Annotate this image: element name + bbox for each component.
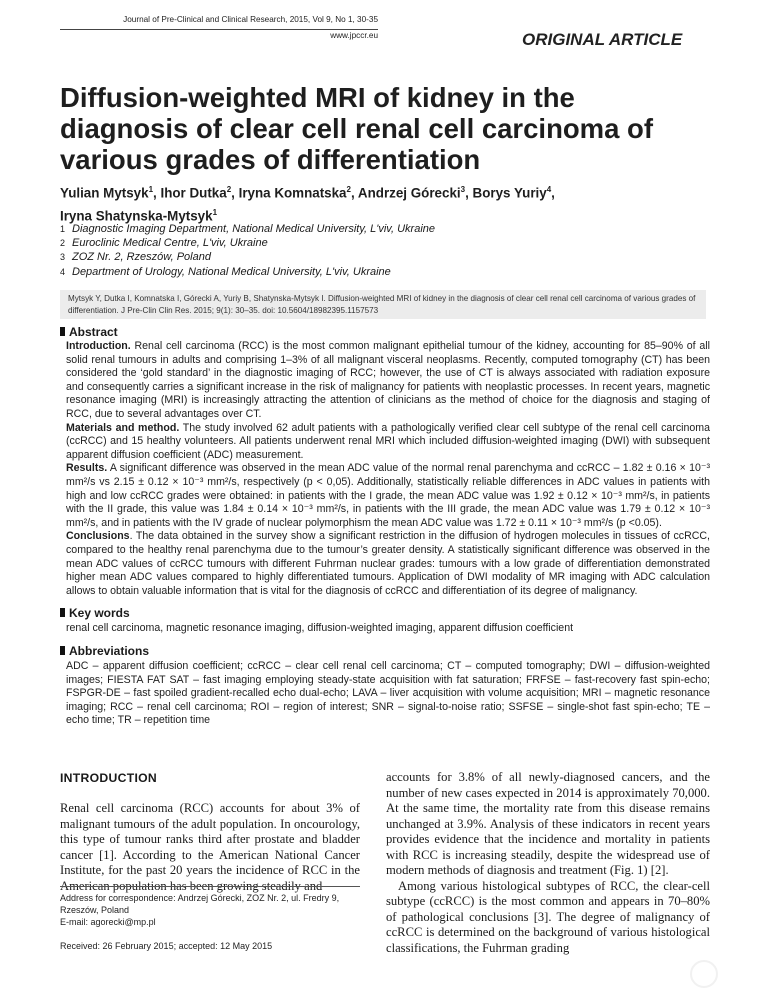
abstract-conclusions-text: . The data obtained in the survey show a significant restriction in the diffusion of hydrogen molecules in tissues of ccRCC, compared to the healthy renal parenchyma due to the tumour’s greater density. A statistically significant difference was observed in the mean ADC values of ccRCC tumours with different Fuhrman nuclear grades: tumours with a low grade of differentiation demonstrated higher mean ADC values compared to highly differentiated tumours. Application of DWI modality of MR imaging with ADC calculation allows to obtain valuable information that is vital for the diagnosis of ccRCC and differentiation of its degree of malignancy. (66, 530, 710, 597)
affiliation-text: ZOZ Nr. 2, Rzeszów, Poland (72, 251, 211, 264)
abstract-results-text: A significant difference was observed in the mean ADC value of the normal renal parenchyma and ccRCC – 1.82 ± 0.16 × 10⁻³ mm²/s vs 2.15 ± 0.12 × 10⁻³ mm²/s, respectively (p < 0,05). Additionally, statistically reliable differences in ADC values in patients with high and low ccRCC grades were obtained: in patients with the I grade, the mean ADC value was 1.92 ± 0.12 × 10⁻³ mm²/s, in patients with the II grade, this value was 1.84 ± 0.14 × 10⁻³ mm²/s, in patients with the III grade, the mean ADC value was 1.79 ± 0.12 × 10⁻³ mm²/s, and in patients with the IV grade of nuclear polymorphism the mean ADC value was 1.72 ± 0.11 × 10⁻³ mm²/s (p <0.05). (66, 462, 710, 529)
author-affil-sup: 3 (460, 185, 466, 194)
abstract-intro-text: Renal cell carcinoma (RCC) is the most common malignant epithelial tumour of the kidney, accounting for 85–90% of all solid renal tumours in adults and comprising 1–3% of all malignant visceral neoplasms. Recently, computed tomography (CT) has been considered the ‘gold standard’ in the diagnostic imaging of RCC; however, the use of CT is always associated with radiation exposure and consequently carries a significant increase in the risk of malignancy for patients with neoplastic processes. In recent years, magnetic resonance imaging (MRI) is increasingly attracting the attention of clinicians as the method of choice for the diagnosis and staging of RCC, due to several advantages over CT. (66, 340, 710, 420)
section-marker (60, 646, 65, 655)
introduction-right-text (386, 770, 710, 956)
author-name: Andrzej Górecki (357, 185, 461, 201)
affiliation-text: Diagnostic Imaging Department, National Medical University, L'viv, Ukraine (72, 223, 436, 235)
introduction-heading: INTRODUCTION (60, 771, 158, 785)
abstract-conclusions-label: Conclusions (66, 530, 130, 543)
watermark-seal-icon (690, 960, 718, 988)
author-list: Yulian Mytsyk$^1$, Ihor Dutka$^2$, Iryna Komnatska$^2$, Andrzej Górecki$^3$, Borys Yuriy$^4$, Iryna Shatynska-Mytsyk$^1$ (60, 185, 555, 224)
introduction-left-text: Renal cell carcinoma (RCC) accounts for about 3% of malignant tumours of the adult population. In oncourology, this type of tumour ranks third after prostate and bladder cancer [1]. According to the American National Cancer Institute, for the past 20 years the incidence of RCC in the American population has been growing steadily and (60, 801, 360, 893)
section-marker (60, 608, 65, 617)
correspondence-address: Address for correspondence: Andrzej Górecki, ZOZ Nr. 2, ul. Fredry 9, Rzeszów, Poland (60, 893, 340, 915)
author-affil-sup: 1 (212, 208, 218, 218)
abbreviations-heading: Abbreviations (60, 644, 149, 658)
citation-text: Mytsyk Y, Dutka I, Komnatska I, Górecki A, Yuriy B, Shatynska-Mytsyk I. Diffusion-weighted MRI of kidney in the diagnosis of clear cell renal cell carcinoma of various grades of differentiation. J Pre-Clin Clin Res. 2015; 9(1): 30–35. doi: 10.5604/18982395.1157573 (68, 294, 696, 315)
article-type-label: ORIGINAL ARTICLE (522, 30, 683, 49)
affiliation-number: 2 (60, 238, 66, 249)
received-dates: Received: 26 February 2015; accepted: 12 May 2015 (60, 941, 273, 951)
affiliation-item (60, 236, 720, 250)
affiliation-number: 1 (60, 224, 66, 234)
affiliation-text: Department of Urology, National Medical University, L'viv, Ukraine (72, 265, 391, 278)
abstract-results-label: Results. (66, 462, 108, 475)
author-name: Yulian Mytsyk (60, 185, 149, 201)
affiliation-item (60, 222, 720, 236)
journal-url[interactable]: www.jpccr.eu (330, 31, 378, 40)
correspondence-email[interactable]: E-mail: agorecki@mp.pl (60, 917, 156, 927)
section-marker (60, 327, 65, 336)
affiliation-number: 3 (60, 252, 66, 263)
author-name: Borys Yuriy (472, 185, 547, 201)
paper-title: Diffusion-weighted MRI of kidney in the diagnosis of clear cell renal cell carcinoma of various grades of differentiation (60, 82, 654, 175)
affiliation-text: Euroclinic Medical Centre, L'viv, Ukraine (72, 237, 268, 250)
author-name: Iryna Shatynska-Mytsyk (60, 208, 213, 224)
correspondence-footnote (60, 892, 360, 928)
abstract-body (66, 340, 710, 598)
affiliation-item (60, 265, 720, 279)
affiliation-number: 4 (60, 266, 66, 277)
affiliation-list (60, 222, 720, 279)
introduction-paragraph: Among various histological subtypes of RCC, the clear-cell subtype (ccRCC) is the most common and appears in 70–80% of pathological conclusions [3]. The degree of malignancy of ccRCC is determined on the background of various histological classifications, the Fuhrman grading (386, 878, 710, 955)
footnote-rule (60, 886, 360, 887)
author-affil-sup: 2 (226, 185, 232, 194)
abstract-methods-label: Materials and method. (66, 421, 180, 434)
journal-citation-header: Journal of Pre-Clinical and Clinical Research, 2015, Vol 9, No 1, 30-35 (123, 15, 378, 24)
abstract-heading: Abstract (60, 325, 118, 339)
affiliation-item (60, 250, 720, 264)
abbreviations-text: ADC – apparent diffusion coefficient; ccRCC – clear cell renal cell carcinoma; CT – computed tomography; DWI – diffusion-weighted images; FIESTA FAT SAT – fast imaging employing steady-state acquisition with fat saturation; FRFSE – fast-recovery fast spin-echo; FSPGR-DE – fast spoiled gradient-recalled echo dual-echo; LAVA – liver acquisition with volume acquisition; MRI – magnetic resonance imaging; RCC – renal cell carcinoma; ROI – region of interest; SNR – signal-to-noise ratio; SSFSE – single-shot fast spin-echo; TE – echo time; TR – repetition time (66, 660, 710, 727)
author-affil-sup: 1 (148, 185, 154, 194)
abstract-intro-label: Introduction. (66, 340, 131, 352)
author-affil-sup: 4 (546, 185, 552, 194)
keywords-text: renal cell carcinoma, magnetic resonance imaging, diffusion-weighted imaging, apparent diffusion coefficient (66, 622, 574, 634)
author-name: Ihor Dutka (160, 185, 227, 201)
introduction-paragraph: accounts for 3.8% of all newly-diagnosed cancers, and the number of new cases expected in 2014 is approximately 70,000. At the same time, the mortality rate from this disease remains unchanged at 3.9%. Analysis of these indicators in recent years provides evidence that the incidence and mortality in patients with RCC is increasing steadily, despite the widespread use of modern methods of diagnosis and treatment (Fig. 1) [2]. (386, 770, 710, 877)
author-name: Iryna Komnatska (238, 185, 347, 201)
author-affil-sup: 2 (346, 185, 351, 194)
abstract-methods-text: The study involved 62 adult patients with a pathologically verified clear cell subtype of the renal cell carcinoma (ccRCC) and 15 healthy volunteers. All patients underwent renal MRI which included diffusion-weighted imaging (DWI) with subsequent apparent diffusion coefficient (ADC) measurement. (66, 421, 710, 461)
keywords-heading: Key words (60, 606, 130, 620)
